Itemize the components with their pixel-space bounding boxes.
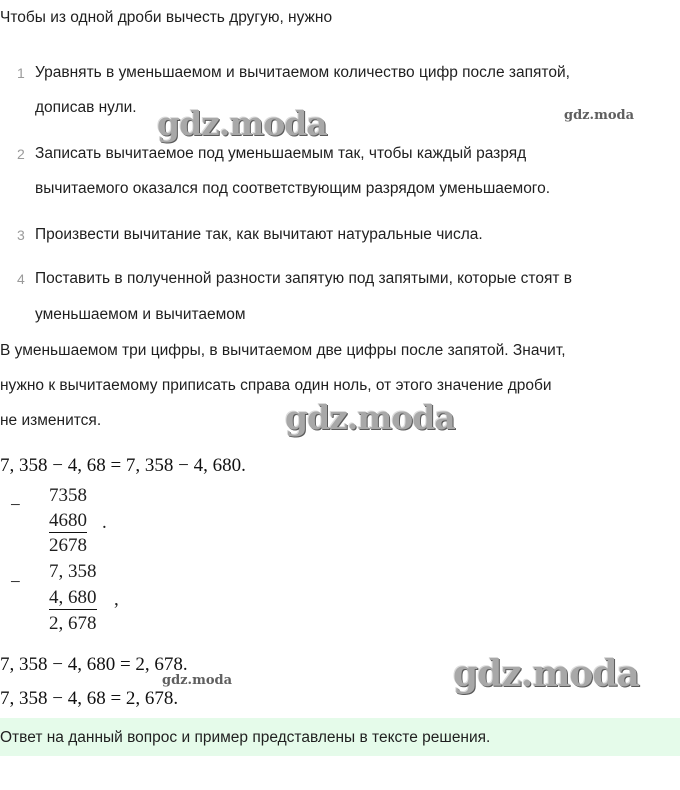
- watermark-logo: gdz.moda: [453, 653, 639, 695]
- answer-banner: [0, 718, 680, 756]
- minus-sign: −: [10, 572, 21, 593]
- step-text-line: Произвести вычитание так, как вычитают натуральные числа.: [35, 226, 483, 243]
- minuend: 7358: [49, 485, 87, 506]
- watermark-logo: gdz.moda: [285, 398, 455, 437]
- minus-sign: −: [10, 495, 21, 516]
- difference: 2678: [49, 535, 87, 556]
- equation-lengthen: 7, 358 − 4, 68 = 7, 358 − 4, 680.: [0, 455, 246, 476]
- trailing-punct: ,: [114, 589, 119, 610]
- minuend: 7, 358: [49, 561, 97, 582]
- equation-answer: 7, 358 − 4, 68 = 2, 678.: [0, 688, 179, 709]
- answer-text: Ответ на данный вопрос и пример представлены в тексте решения.: [0, 729, 491, 746]
- explanation-line: не изменится.: [0, 412, 102, 429]
- watermark-logo: gdz.moda: [564, 108, 635, 123]
- watermark-logo: gdz.moda: [157, 104, 327, 143]
- equation-result: 7, 358 − 4, 680 = 2, 678.: [0, 654, 188, 675]
- intro-text: Чтобы из одной дроби вычесть другую, нужно: [0, 9, 333, 26]
- step-text-line: Поставить в полученной разности запятую под запятыми, которые стоят в: [35, 270, 572, 287]
- step-text-line: дописав нули.: [35, 99, 137, 116]
- step-text-line: уменьшаемом и вычитаемом: [35, 306, 246, 323]
- subtrahend: 4, 680: [49, 587, 97, 608]
- step-number: 2: [17, 146, 25, 162]
- subtrahend: 4680: [49, 510, 87, 531]
- step-text-line: Записать вычитаемое под уменьшаемым так, чтобы каждый разряд: [35, 145, 527, 162]
- step-number: 4: [17, 271, 25, 287]
- explanation-line: В уменьшаемом три цифры, в вычитаемом две цифры после запятой. Значит,: [0, 342, 566, 359]
- step-number: 1: [17, 65, 25, 81]
- step-text-line: вычитаемого оказался под соответствующим разрядом уменьшаемого.: [35, 180, 551, 197]
- trailing-punct: .: [102, 512, 107, 533]
- step-text-line: Уравнять в уменьшаемом и вычитаемом количество цифр после запятой,: [35, 64, 570, 81]
- watermark-logo: gdz.moda: [162, 673, 233, 688]
- difference: 2, 678: [49, 613, 97, 634]
- explanation-line: нужно к вычитаемому приписать справа один ноль, от этого значение дроби: [0, 377, 552, 394]
- step-number: 3: [17, 227, 25, 243]
